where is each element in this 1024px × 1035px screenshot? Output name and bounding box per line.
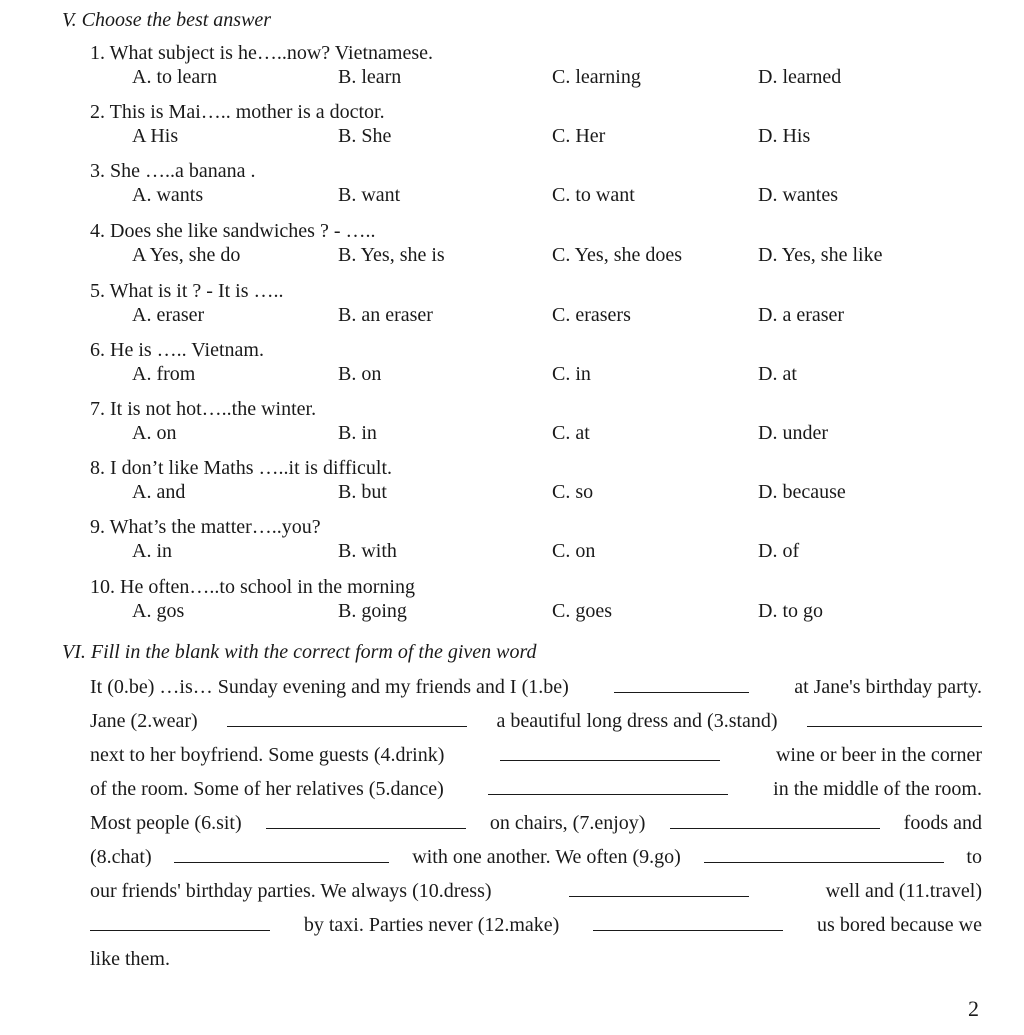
- question-9: [90, 516, 990, 575]
- option-d: D. wantes: [758, 184, 838, 206]
- passage-line-2: [90, 710, 982, 744]
- page-number: 2: [968, 996, 979, 1021]
- option-c: C. Her: [552, 125, 606, 147]
- section-5-heading: V. Choose the best answer: [62, 9, 272, 31]
- question-text: 5. What is it ? - It is …..: [90, 280, 284, 302]
- fill-in-passage: [90, 676, 982, 982]
- passage-text: with one another. We often (9.go): [412, 846, 681, 868]
- blank-6[interactable]: [266, 812, 466, 829]
- passage-line-4: [90, 778, 982, 812]
- passage-line-8: [90, 914, 982, 948]
- question-text: 8. I don’t like Maths …..it is difficult.: [90, 457, 393, 479]
- question-text: 7. It is not hot…..the winter.: [90, 398, 317, 420]
- option-b: B. going: [338, 600, 407, 622]
- blank-3[interactable]: [807, 710, 982, 727]
- option-d: D. under: [758, 422, 828, 444]
- question-text: 10. He often…..to school in the morning: [90, 576, 415, 598]
- question-text: 2. This is Mai….. mother is a doctor.: [90, 101, 385, 123]
- option-c: C. on: [552, 540, 596, 562]
- blank-10[interactable]: [569, 880, 749, 897]
- option-b: B. with: [338, 540, 397, 562]
- option-d: D. because: [758, 481, 846, 503]
- question-text: 3. She …..a banana .: [90, 160, 256, 182]
- passage-text: foods and: [903, 812, 982, 834]
- option-b: B. Yes, she is: [338, 244, 445, 266]
- blank-1[interactable]: [614, 676, 749, 693]
- passage-text: to: [966, 846, 982, 868]
- question-text: 6. He is ….. Vietnam.: [90, 339, 264, 361]
- passage-text: well and (11.travel): [825, 880, 982, 902]
- passage-line-9: [90, 948, 982, 982]
- question-text: 1. What subject is he…..now? Vietnamese.: [90, 42, 433, 64]
- option-c: C. erasers: [552, 304, 631, 326]
- question-text: 4. Does she like sandwiches ? - …..: [90, 220, 376, 242]
- option-c: C. in: [552, 363, 591, 385]
- option-a: A. and: [132, 481, 186, 503]
- passage-line-3: [90, 744, 982, 778]
- section-6-heading: VI. Fill in the blank with the correct form of the given word: [62, 641, 537, 663]
- passage-text: us bored because we: [817, 914, 982, 936]
- blank-11[interactable]: [90, 914, 270, 931]
- passage-text: wine or beer in the corner: [775, 744, 982, 766]
- question-1: [90, 42, 990, 101]
- option-c: C. at: [552, 422, 590, 444]
- blank-9[interactable]: [704, 846, 944, 863]
- option-a: A. on: [132, 422, 177, 444]
- option-d: D. Yes, she like: [758, 244, 883, 266]
- option-a: A. from: [132, 363, 196, 385]
- option-c: C. learning: [552, 66, 641, 88]
- blank-8[interactable]: [174, 846, 389, 863]
- option-a: A. to learn: [132, 66, 217, 88]
- passage-text: Most people (6.sit): [90, 812, 242, 834]
- passage-text: It (0.be) …is… Sunday evening and my friends and I (1.be): [90, 676, 569, 698]
- option-c: C. so: [552, 481, 594, 503]
- option-d: D. His: [758, 125, 811, 147]
- passage-line-1: [90, 676, 982, 710]
- passage-line-7: [90, 880, 982, 914]
- blank-4[interactable]: [500, 744, 720, 761]
- question-5: [90, 280, 990, 339]
- option-b: B. on: [338, 363, 382, 385]
- passage-text: of the room. Some of her relatives (5.dance): [90, 778, 444, 800]
- passage-text: Jane (2.wear): [90, 710, 198, 732]
- passage-text: in the middle of the room.: [773, 778, 982, 800]
- option-b: B. an eraser: [338, 304, 433, 326]
- question-10: [90, 576, 990, 635]
- blank-7[interactable]: [670, 812, 880, 829]
- option-b: B. in: [338, 422, 377, 444]
- passage-text: our friends' birthday parties. We always (10.dress): [90, 880, 492, 902]
- option-d: D. learned: [758, 66, 842, 88]
- option-a: A. eraser: [132, 304, 205, 326]
- option-b: B. want: [338, 184, 401, 206]
- option-b: B. learn: [338, 66, 402, 88]
- passage-text: on chairs, (7.enjoy): [489, 812, 646, 834]
- question-6: [90, 339, 990, 398]
- passage-text: (8.chat): [90, 846, 152, 868]
- question-text: 9. What’s the matter…..you?: [90, 516, 321, 538]
- option-c: C. to want: [552, 184, 635, 206]
- blank-12[interactable]: [593, 914, 783, 931]
- option-a: A. in: [132, 540, 172, 562]
- option-d: D. of: [758, 540, 800, 562]
- option-d: D. to go: [758, 600, 823, 622]
- question-2: [90, 101, 990, 160]
- question-3: [90, 160, 990, 219]
- passage-text: at Jane's birthday party.: [794, 676, 982, 698]
- option-a: A Yes, she do: [132, 244, 241, 266]
- question-8: [90, 457, 990, 516]
- passage-text: a beautiful long dress and (3.stand): [496, 710, 778, 732]
- option-b: B. She: [338, 125, 392, 147]
- passage-line-6: [90, 846, 982, 880]
- option-c: C. goes: [552, 600, 612, 622]
- passage-text: by taxi. Parties never (12.make): [303, 914, 560, 936]
- option-d: D. at: [758, 363, 797, 385]
- option-a: A. gos: [132, 600, 185, 622]
- question-4: [90, 220, 990, 279]
- option-d: D. a eraser: [758, 304, 845, 326]
- question-7: [90, 398, 990, 457]
- passage-text: like them.: [90, 948, 170, 970]
- passage-text: next to her boyfriend. Some guests (4.drink): [90, 744, 445, 766]
- passage-line-5: [90, 812, 982, 846]
- blank-2[interactable]: [227, 710, 467, 727]
- option-a: A. wants: [132, 184, 204, 206]
- option-b: B. but: [338, 481, 387, 503]
- option-c: C. Yes, she does: [552, 244, 683, 266]
- blank-5[interactable]: [488, 778, 728, 795]
- option-a: A His: [132, 125, 179, 147]
